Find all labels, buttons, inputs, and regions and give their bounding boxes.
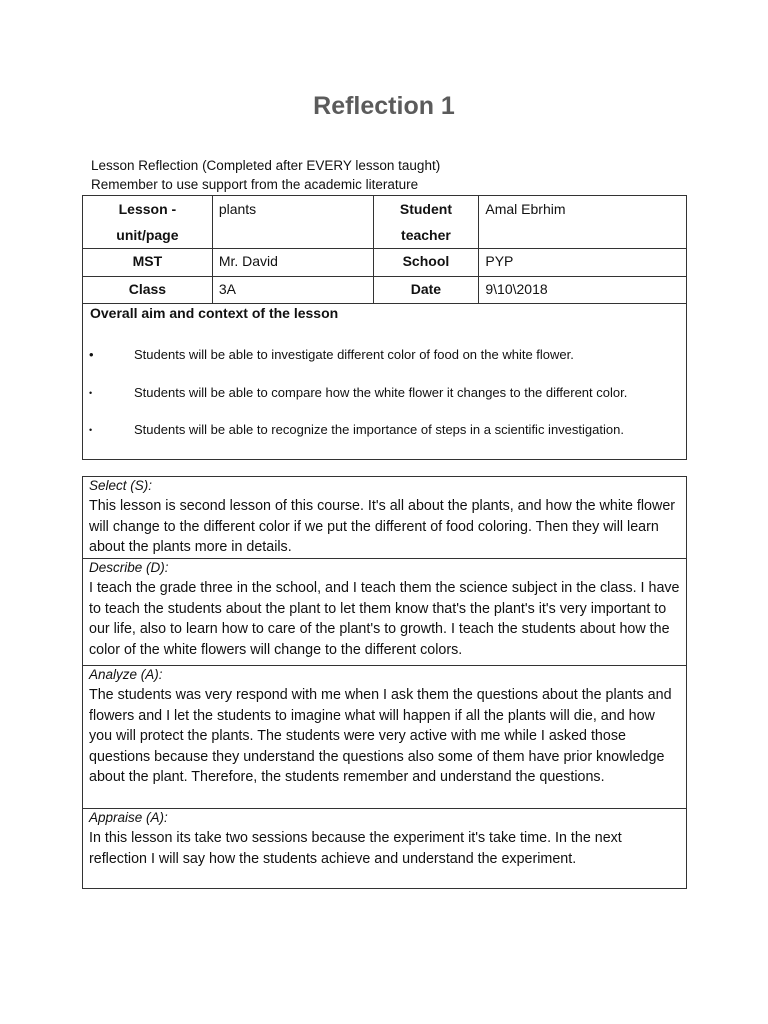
page-title: Reflection 1 [313, 92, 455, 120]
select-section [83, 477, 686, 559]
student-teacher-label: Student teacher [373, 196, 479, 249]
intro-text [91, 157, 440, 194]
appraise-section [83, 809, 686, 888]
date-value: 9\10\2018 [479, 277, 687, 304]
aim-title: Overall aim and context of the lesson [90, 305, 339, 321]
section-text: This lesson is second lesson of this course. It's all about the plants, and how the white flower will change to the different color if we put the different of food coloring. Then they will learn about the plants more in details. [89, 498, 676, 556]
aim-item-text: Students will be able to compare how the white flower it changes to the different color. [134, 385, 628, 400]
section-text: The students was very respond with me when I ask them the questions about the plants and flowers and I let the students to imagine what will happen if all the plants will die, and how you will protect the plants. The students were very active with me while I asked those questions because they understand the questions also some of them have prior knowledge about the plant. Therefore, the students remember and understand the questions. [89, 687, 672, 786]
intro-line-1: Lesson Reflection (Completed after EVERY lesson taught) [91, 158, 441, 173]
section-heading: Describe (D): [89, 560, 169, 575]
reflection-sections [82, 476, 687, 889]
table-row [83, 277, 687, 304]
aim-section [82, 304, 687, 460]
lesson-value: plants [212, 196, 373, 249]
table-row [83, 249, 687, 277]
section-text: In this lesson its take two sessions because the experiment it's take time. In the next reflection I will say how the students achieve and understand the experiment. [89, 830, 622, 867]
student-teacher-value: Amal Ebrhim [479, 196, 687, 249]
analyze-section [83, 666, 686, 809]
aim-item-text: Students will be able to investigate different color of food on the white flower. [134, 347, 574, 362]
section-heading: Analyze (A): [89, 667, 163, 682]
lesson-label: Lesson - unit/page [83, 196, 213, 249]
aim-item-text: Students will be able to recognize the importance of steps in a scientific investigation. [134, 422, 624, 437]
mst-value: Mr. David [212, 249, 373, 277]
table-row [83, 196, 687, 249]
mst-label: MST [83, 249, 213, 277]
describe-section [83, 559, 686, 666]
school-label: School [373, 249, 479, 277]
bullet-icon: • [89, 347, 94, 362]
bullet-icon: • [89, 425, 93, 435]
section-heading: Appraise (A): [89, 810, 168, 825]
date-label: Date [373, 277, 479, 304]
bullet-icon: • [89, 388, 93, 398]
section-text: I teach the grade three in the school, and I teach them the science subject in the class. I have to teach the students about the plant to let them know that's the plant's it's very important to our life, also to learn how to care of the plant's to growth. I teach the students about how the color of the white flowers will change to the different colors. [89, 580, 680, 658]
section-heading: Select (S): [89, 478, 153, 493]
lesson-info-table [82, 195, 687, 304]
school-value: PYP [479, 249, 687, 277]
class-value: 3A [212, 277, 373, 304]
class-label: Class [83, 277, 213, 304]
intro-line-2: Remember to use support from the academic literature [91, 176, 419, 192]
